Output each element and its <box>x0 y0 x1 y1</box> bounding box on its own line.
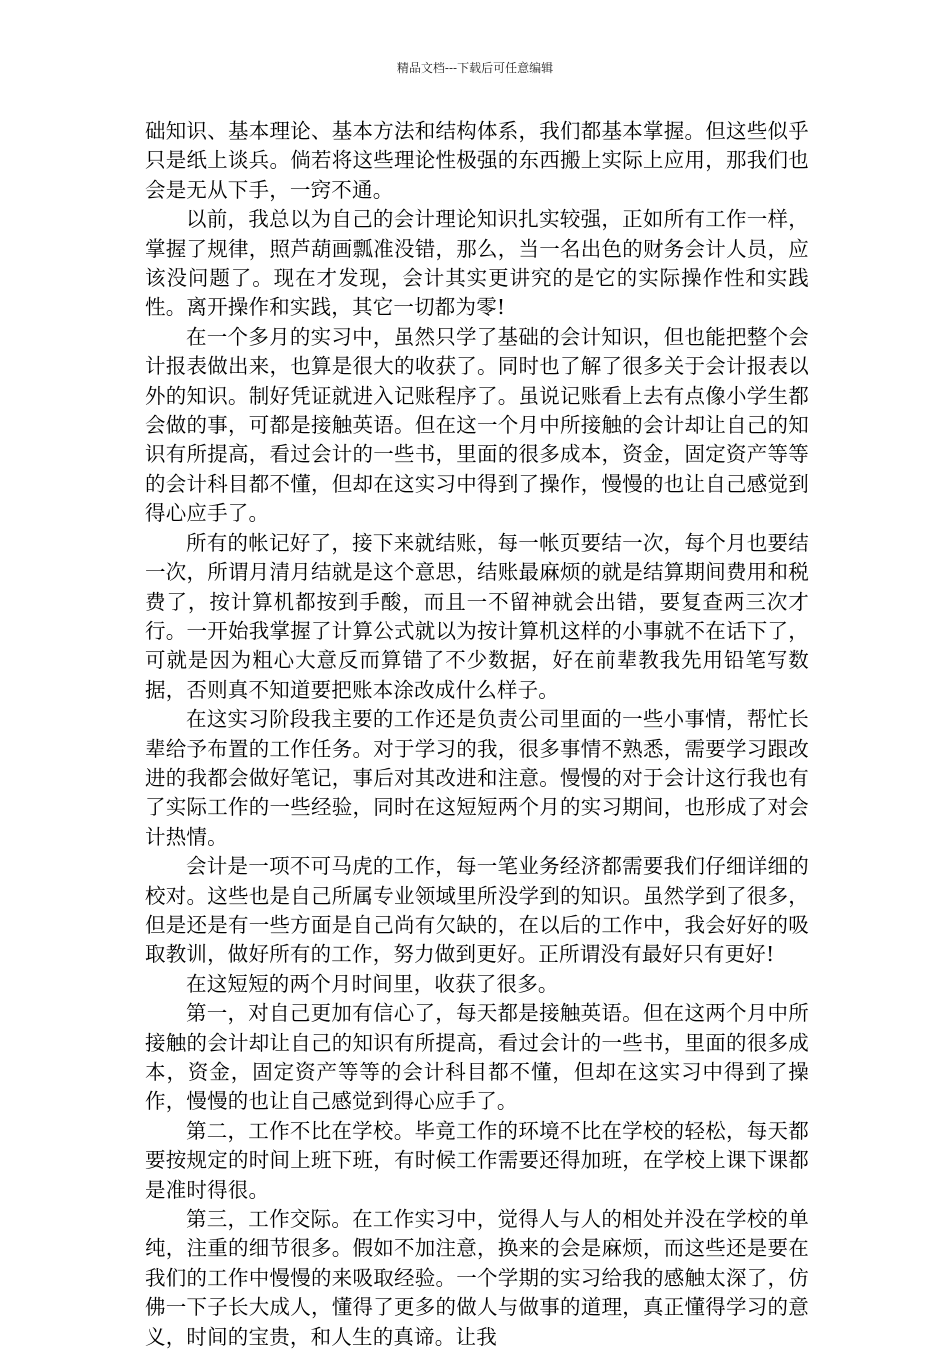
page-header: 精品文档---下载后可任意编辑 <box>396 61 554 75</box>
document-body <box>145 117 809 1352</box>
paragraph-7: 在这短短的两个月时间里，收获了很多。 <box>186 971 559 996</box>
paragraph-5: 在这实习阶段我主要的工作还是负责公司里面的一些小事情，帮忙长辈给予布置的工作任务。对于学习的我，很多事情不熟悉，需要学习跟改进的我都会做好笔记，事后对其改进和注意。慢慢的对于会计这行我也有了实际工作的一些经验，同时在这短短两个月的实习期间，也形成了对会计热情。 <box>145 707 809 849</box>
paragraph-1: 础知识、基本理论、基本方法和结构体系，我们都基本掌握。但这些似乎只是纸上谈兵。倘若将这些理论性极强的东西搬上实际上应用，那我们也会是无从下手，一窍不通。 <box>145 119 809 202</box>
paragraph-3: 在一个多月的实习中，虽然只学了基础的会计知识，但也能把整个会计报表做出来，也算是很大的收获了。同时也了解了很多关于会计报表以外的知识。制好凭证就进入记账程序了。虽说记账看上去有点像小学生都会做的事，可都是接触英语。但在这一个月中所接触的会计却让自己的知识有所提高，看过会计的一些书，里面的很多成本，资金，固定资产等等的会计科目都不懂，但却在这实习中得到了操作，慢慢的也让自己感觉到得心应手了。 <box>145 324 809 526</box>
paragraph-10: 第三，工作交际。在工作实习中，觉得人与人的相处并没在学校的单纯，注重的细节很多。假如不加注意，换来的会是麻烦，而这些还是要在我们的工作中慢慢的来吸取经验。一个学期的实习给我的感触太深了，仿佛一下子长大成人，懂得了更多的做人与做事的道理，真正懂得学习的意义，时间的宝贵，和人生的真谛。让我 <box>145 1207 809 1349</box>
paragraph-6: 会计是一项不可马虎的工作，每一笔业务经济都需要我们仔细详细的校对。这些也是自己所属专业领域里所没学到的知识。虽然学到了很多，但是还是有一些方面是自己尚有欠缺的，在以后的工作中，我会好好的吸取教训，做好所有的工作，努力做到更好。正所谓没有最好只有更好! <box>145 854 809 967</box>
paragraph-4: 所有的帐记好了，接下来就结账，每一帐页要结一次，每个月也要结一次，所谓月清月结就是这个意思，结账最麻烦的就是结算期间费用和税费了，按计算机都按到手酸，而且一不留神就会出错，要复查两三次才行。一开始我掌握了计算公式就以为按计算机这样的小事就不在话下了，可就是因为粗心大意反而算错了不少数据，好在前辈教我先用铅笔写数据，否则真不知道要把账本涂改成什么样子。 <box>145 530 809 702</box>
paragraph-8: 第一，对自己更加有信心了，每天都是接触英语。但在这两个月中所接触的会计却让自己的知识有所提高，看过会计的一些书，里面的很多成本，资金，固定资产等等的会计科目都不懂，但却在这实习中得到了操作，慢慢的也让自己感觉到得心应手了。 <box>145 1001 809 1114</box>
paragraph-9: 第二，工作不比在学校。毕竟工作的环境不比在学校的轻松，每天都要按规定的时间上班下班，有时候工作需要还得加班，在学校上课下课都是准时得很。 <box>145 1118 809 1202</box>
paragraph-2: 以前，我总以为自己的会计理论知识扎实较强，正如所有工作一样，掌握了规律，照芦葫画瓢准没错，那么，当一名出色的财务会计人员，应该没问题了。现在才发现，会计其实更讲究的是它的实际操作性和实践性。离开操作和实践，其它一切都为零! <box>145 207 809 320</box>
